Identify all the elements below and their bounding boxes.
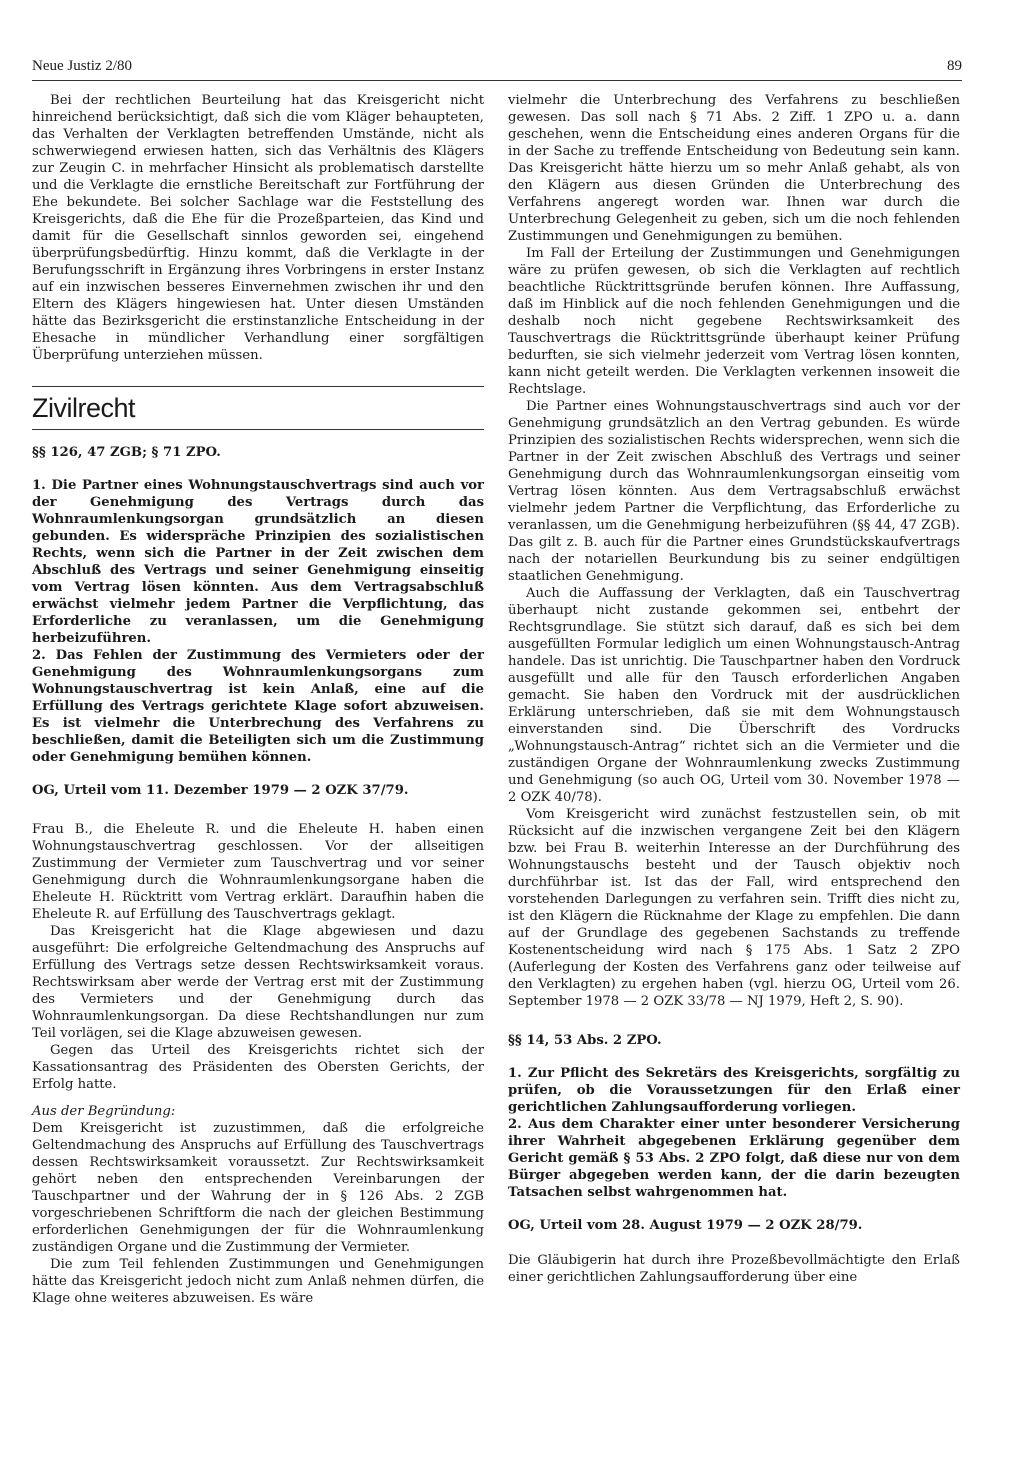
headnote2-2: 2. Aus dem Charakter einer unter besonderer Versicherung ihrer Wahrheit abgegebenen Erklärung gegenüber dem Gericht gemäß § 53 Abs. 2 ZPO folgt, daß diese nur von dem Bürger abgegeben werden kann, der die darin bezeugten Tatsachen selbst wahrgenommen hat. xyxy=(508,1117,960,1200)
facts-paragraph-1: Frau B., die Eheleute R. und die Eheleute H. haben einen Wohnungstauschvertrag geschlossen. Vor der allseitigen Zustimmung der Vermieter zum Tauschvertrag und vor seiner Genehmigung durch die Wohnraumlenkungsorgane haben die Eheleute H. Rücktritt vom Vertrag erklärt. Daraufhin haben die Eheleute R. auf Erfüllung des Tauschvertrags geklagt. xyxy=(32,822,484,922)
reasons-label: Aus der Begründung: xyxy=(32,1104,176,1119)
citation: §§ 126, 47 ZGB; § 71 ZPO. xyxy=(32,445,221,460)
reasons-paragraph-2: Die zum Teil fehlenden Zustimmungen und Genehmigungen hätte das Kreisgericht jedoch nicht zum Anlaß nehmen dürfen, die Klage ohne weiteres abzuweisen. Es wäre xyxy=(32,1257,484,1306)
headnote-2: 2. Das Fehlen der Zustimmung des Vermieters oder der Genehmigung des Wohnraumlenkungsorgans zum Wohnungstauschvertrag ist kein Anlaß, eine auf die Erfüllung des Vertrags gerichtete Klage sofort abzuweisen. Es ist vielmehr die Unterbrechung des Verfahrens zu beschließen, damit die Beteiligten sich um die Zustimmung oder Genehmigung bemühen können. xyxy=(32,648,484,765)
right-paragraph-5: Vom Kreisgericht wird zunächst festzustellen sein, ob mit Rücksicht auf die inzwischen vergangene Zeit bei den Klägern bzw. bei Frau B. weiterhin Interesse an der Durchführung des Wohnungstauschs besteht und der Tausch objektiv noch durchführbar ist. Ist das der Fall, wird entsprechend den vorstehenden Darlegungen zu verfahren sein. Trifft dies nicht zu, ist den Klägern die Rücknahme der Klage zu empfehlen. Die dann auf der Grundlage des gegebenen Sachstands zu treffende Kostenentscheidung wird nach § 175 Abs. 1 Satz 2 ZPO (Auferlegung der Kosten des Verfahrens ganz oder teilweise auf den Verklagten) zu ergehen haben (vgl. hierzu OG, Urteil vom 26. September 1978 — 2 OZK 33/78 — NJ 1979, Heft 2, S. 90). xyxy=(508,807,960,1009)
right-paragraph-4: Auch die Auffassung der Verklagten, daß ein Tauschvertrag überhaupt nicht zustande gekommen sei, entbehrt der Rechtsgrundlage. Sie stützt sich darauf, daß es sich bei dem ausgefüllten Formular lediglich um einen Wohnungstausch-Antrag handele. Das ist unrichtig. Die Tauschpartner haben den Vordruck ausgefüllt und alle für den Tausch erforderlichen Angaben gemacht. Sie haben den Vordruck mit der ausdrücklichen Erklärung unterschrieben, daß sie mit dem Wohnungstausch einverstanden sind. Die Überschrift des Vordrucks „Wohnungstausch-Antrag“ richtet sich an die Vermieter und die zuständigen Organe der Wohnraumlenkung zwecks Zustimmung und Genehmigung (so auch OG, Urteil vom 30. November 1978 — 2 OZK 40/78). xyxy=(508,586,960,805)
right-paragraph-2: Im Fall der Erteilung der Zustimmungen und Genehmigungen wäre zu prüfen gewesen, ob sich die Verklagten auf rechtlich beachtliche Rücktrittsgründe berufen können. Ihre Auffassung, daß im Hinblick auf die noch fehlenden Genehmigungen und die deshalb noch nicht gegebene Rechtswirksamkeit des Tauschvertrags die Rücktrittsgründe überhaupt keiner Prüfung bedurften, sie sich vielmehr jederzeit vom Vertrag lösen konnten, kann nicht geteilt werden. Die Verklagten verkennen insoweit die Rechtslage. xyxy=(508,246,960,397)
headnote2-1: 1. Zur Pflicht des Sekretärs des Kreisgerichts, sorgfältig zu prüfen, ob die Voraussetzungen für den Erlaß einer gerichtlichen Zahlungsaufforderung vorliegen. xyxy=(508,1066,960,1115)
right-paragraph-6: Die Gläubigerin hat durch ihre Prozeßbevollmächtigte den Erlaß einer gerichtlichen Zahlungsaufforderung über eine xyxy=(508,1253,960,1285)
facts-paragraph-2: Das Kreisgericht hat die Klage abgewiesen und dazu ausgeführt: Die erfolgreiche Geltendmachung des Anspruchs auf Erfüllung des Vertrags setze dessen Rechtswirksamkeit voraus. Rechtswirksam aber werde der Vertrag erst mit der Zustimmung des Vermieters und der Genehmigung durch das Wohnraumlenkungsorgan. Da diese Rechtshandlungen nur zum Teil vorlägen, sei die Klage abzuweisen gewesen. xyxy=(32,924,484,1041)
left-column xyxy=(32,92,484,1307)
page-number: 89 xyxy=(947,58,962,74)
decision-reference: OG, Urteil vom 11. Dezember 1979 — 2 OZK 37/79. xyxy=(32,783,409,798)
citation-2: §§ 14, 53 Abs. 2 ZPO. xyxy=(508,1033,662,1048)
decision-reference-2: OG, Urteil vom 28. August 1979 — 2 OZK 28/79. xyxy=(508,1218,863,1233)
headnote-1: 1. Die Partner eines Wohnungstauschvertrags sind auch vor der Genehmigung des Vertrags durch das Wohnraumlenkungsorgan grundsätzlich an diesen gebunden. Es widerspräche Prinzipien des sozialistischen Rechts, wenn sich die Partner in der Zeit zwischen dem Abschluß des Vertrags und seiner Genehmigung einseitig vom Vertrag lösen könnten. Aus dem Vertragsabschluß erwächst vielmehr jedem Partner die Verpflichtung, das Erforderliche zu veranlassen, um die Genehmigung herbeizuführen. xyxy=(32,478,484,646)
section-rule xyxy=(32,386,484,387)
facts-paragraph-3: Gegen das Urteil des Kreisgerichts richtet sich der Kassationsantrag des Präsidenten des Obersten Gerichts, der Erfolg hatte. xyxy=(32,1043,484,1092)
journal-title: Neue Justiz 2/80 xyxy=(32,58,132,74)
header-rule xyxy=(32,80,962,81)
intro-paragraph: Bei der rechtlichen Beurteilung hat das Kreisgericht nicht hinreichend berücksichtigt, daß sich die vom Kläger behaupteten, das Verhalten der Verklagten betreffenden Umstände, nicht als schwerwiegend erwiesen hatten, sich das Verhältnis des Klägers zur Zeugin C. in mehrfacher Hinsicht als problematisch darstellte und die Verklagte die ernstliche Bereitschaft zur Fortführung der Ehe bekundete. Bei solcher Sachlage war die Feststellung des Kreisgerichts, daß die Ehe für die Prozeßparteien, das Kind und damit für die Gesellschaft sinnlos geworden sei, eingehend überprüfungsbedürftig. Hinzu kommt, daß die Verklagte in der Berufungsschrift in Ergänzung ihres Vorbringens in erster Instanz auf ein inzwischen besseres Einvernehmen zwischen ihr und den Eltern des Klägers hingewiesen hat. Unter diesen Umständen hätte das Bezirksgericht die erstinstanzliche Entscheidung in der Ehesache in mündlicher Verhandlung einer sorgfältigen Überprüfung unterziehen müssen. xyxy=(32,93,484,363)
right-paragraph-3: Die Partner eines Wohnungstauschvertrags sind auch vor der Genehmigung grundsätzlich an den Vertrag gebunden. Es würde Prinzipien des sozialistischen Rechts widersprechen, wenn sich die Partner in der Zeit zwischen Abschluß des Vertrags und seiner Genehmigung durch das Wohnraumlenkungsorgan einseitig vom Vertrag lösen könnten. Aus dem Vertragsabschluß erwächst vielmehr jedem Partner die Verpflichtung, das Erforderliche zu veranlassen, um die Genehmigung herbeizuführen (§§ 44, 47 ZGB). Das gilt z. B. auch für die Partner eines Grundstückskaufvertrags nach der notariellen Beurkundung bis zu seiner endgültigen staatlichen Genehmigung. xyxy=(508,399,960,584)
right-paragraph-1: vielmehr die Unterbrechung des Verfahrens zu beschließen gewesen. Das soll nach § 71 Abs. 2 Ziff. 1 ZPO u. a. dann geschehen, wenn die Entscheidung eines anderen Organs für die in der Sache zu treffende Entscheidung von Bedeutung sein kann. Das Kreisgericht hätte hierzu um so mehr Anlaß gehabt, als von den Klägern aus diesen Gründen die Unterbrechung des Verfahrens angeregt worden war. Ihnen war durch die Unterbrechung Gelegenheit zu geben, sich um die noch fehlenden Zustimmungen und Genehmigungen zu bemühen. xyxy=(508,93,960,244)
right-column xyxy=(508,92,960,1286)
running-header xyxy=(32,58,962,82)
reasons-paragraph-1: Dem Kreisgericht ist zuzustimmen, daß die erfolgreiche Geltendmachung des Anspruchs auf Erfüllung des Tauschvertrags dessen Rechtswirksamkeit voraussetzt. Zur Rechtswirksamkeit gehört neben den entsprechenden Vereinbarungen der Tauschpartner und der Wahrung der in § 126 Abs. 2 ZGB vorgeschriebenen Schriftform die nach der gleichen Bestimmung erforderlichen Genehmigungen der für die Wohnraumlenkung zuständigen Organe und die Zustimmung der Vermieter. xyxy=(32,1121,484,1255)
section-title: Zivilrecht xyxy=(32,391,484,430)
